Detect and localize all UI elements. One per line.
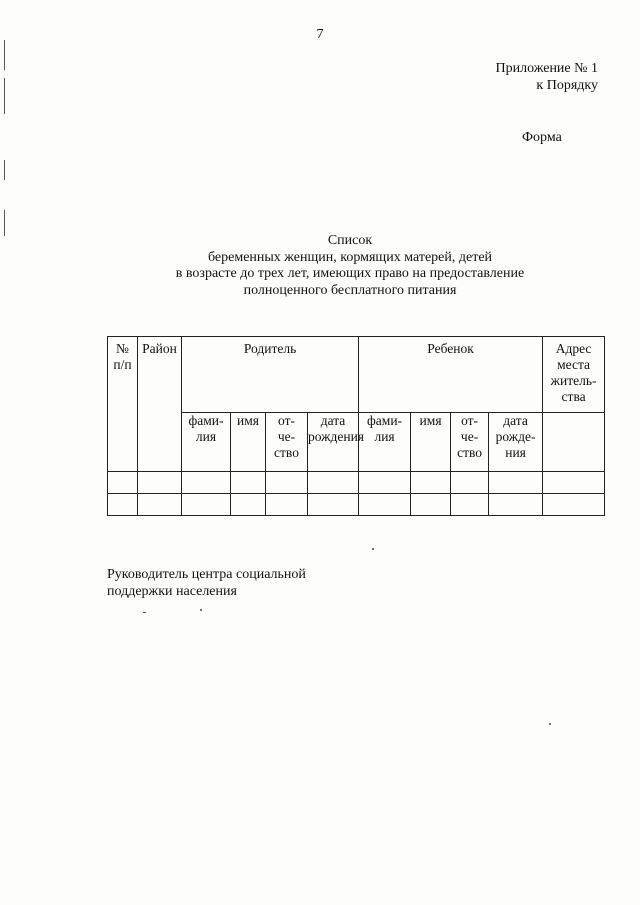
scan-speck	[372, 548, 374, 550]
subheader-text: фами-	[367, 413, 403, 428]
subheader-text: лия	[195, 429, 217, 444]
scan-edge-mark	[4, 160, 5, 180]
table-cell	[138, 472, 182, 494]
signature-line-2: поддержки населения	[107, 584, 237, 599]
subheader-text: рождения	[308, 429, 365, 444]
header-parent: Родитель	[182, 337, 359, 413]
subheader-text: от-	[278, 413, 295, 428]
subheader-parent-name: имя	[231, 413, 266, 472]
appendix-line-2: к Порядку	[536, 78, 598, 93]
subheader-text: лия	[374, 429, 395, 444]
scan-speck	[200, 609, 202, 611]
header-number-abbr: п/п	[113, 357, 132, 372]
table-cell	[231, 494, 266, 516]
scan-edge-mark	[4, 40, 5, 70]
header-address-line: ства	[561, 389, 586, 404]
subheader-parent-surname	[182, 413, 231, 472]
signature-block	[107, 566, 306, 600]
table-row	[108, 494, 605, 516]
table-cell	[359, 472, 411, 494]
subheader-parent-dob	[308, 413, 365, 472]
header-address	[543, 337, 605, 413]
header-address-line: места	[557, 357, 591, 372]
appendix-note	[496, 60, 599, 94]
subheader-text: ство	[274, 445, 299, 460]
subheader-text: рожде-	[495, 429, 536, 444]
header-number-symbol: №	[116, 341, 129, 356]
form-label: Форма	[522, 130, 562, 145]
scan-speck	[549, 723, 551, 725]
table-cell	[308, 472, 359, 494]
table-cell	[266, 472, 308, 494]
header-address-line: Адрес	[555, 341, 592, 356]
subheader-child-patronymic	[451, 413, 489, 472]
title-line-1: Список	[327, 233, 373, 248]
subheader-parent-patronymic	[266, 413, 308, 472]
appendix-line-1: Приложение № 1	[495, 61, 598, 76]
table-subheader-row	[108, 413, 605, 472]
title-line-3: в возрасте до трех лет, имеющих право на предоставление	[175, 266, 525, 281]
scan-edge-mark	[4, 210, 5, 236]
subheader-text: че-	[277, 429, 296, 444]
subheader-text: че-	[460, 429, 479, 444]
subheader-address-empty	[543, 413, 605, 472]
table-cell	[266, 494, 308, 516]
table-cell	[543, 494, 605, 516]
title-line-2: беременных женщин, кормящих матерей, детей	[207, 249, 493, 265]
subheader-text: от-	[461, 413, 479, 428]
table-cell	[231, 472, 266, 494]
title-line-4: полноценного бесплатного питания	[243, 282, 457, 298]
subheader-text: ство	[457, 445, 483, 460]
header-address-line: житель-	[550, 373, 597, 388]
table-cell	[359, 494, 411, 516]
table-cell	[108, 494, 138, 516]
subheader-text: ния	[505, 445, 526, 460]
table-cell	[411, 472, 451, 494]
table-header-row	[108, 337, 605, 413]
subheader-child-surname	[359, 413, 411, 472]
table-cell	[308, 494, 359, 516]
document-title	[100, 233, 600, 299]
scan-speck	[143, 612, 146, 613]
subheader-text: фами-	[188, 413, 224, 428]
table-cell	[182, 472, 231, 494]
subheader-text: дата	[320, 413, 346, 428]
table-cell	[489, 494, 543, 516]
subheader-child-dob	[489, 413, 543, 472]
table-cell	[411, 494, 451, 516]
table-cell	[108, 472, 138, 494]
table-cell	[138, 494, 182, 516]
subheader-text: дата	[503, 413, 528, 428]
header-district: Район	[138, 337, 182, 472]
table-cell	[543, 472, 605, 494]
header-child: Ребенок	[359, 337, 543, 413]
signature-line-1: Руководитель центра социальной	[107, 567, 306, 582]
table-row	[108, 472, 605, 494]
header-number	[108, 337, 138, 472]
beneficiaries-table	[107, 336, 605, 516]
table-cell	[451, 472, 489, 494]
scan-edge-mark	[4, 78, 5, 114]
table-cell	[182, 494, 231, 516]
subheader-child-name: имя	[411, 413, 451, 472]
page-number: 7	[316, 27, 324, 42]
table-cell	[451, 494, 489, 516]
table-cell	[489, 472, 543, 494]
